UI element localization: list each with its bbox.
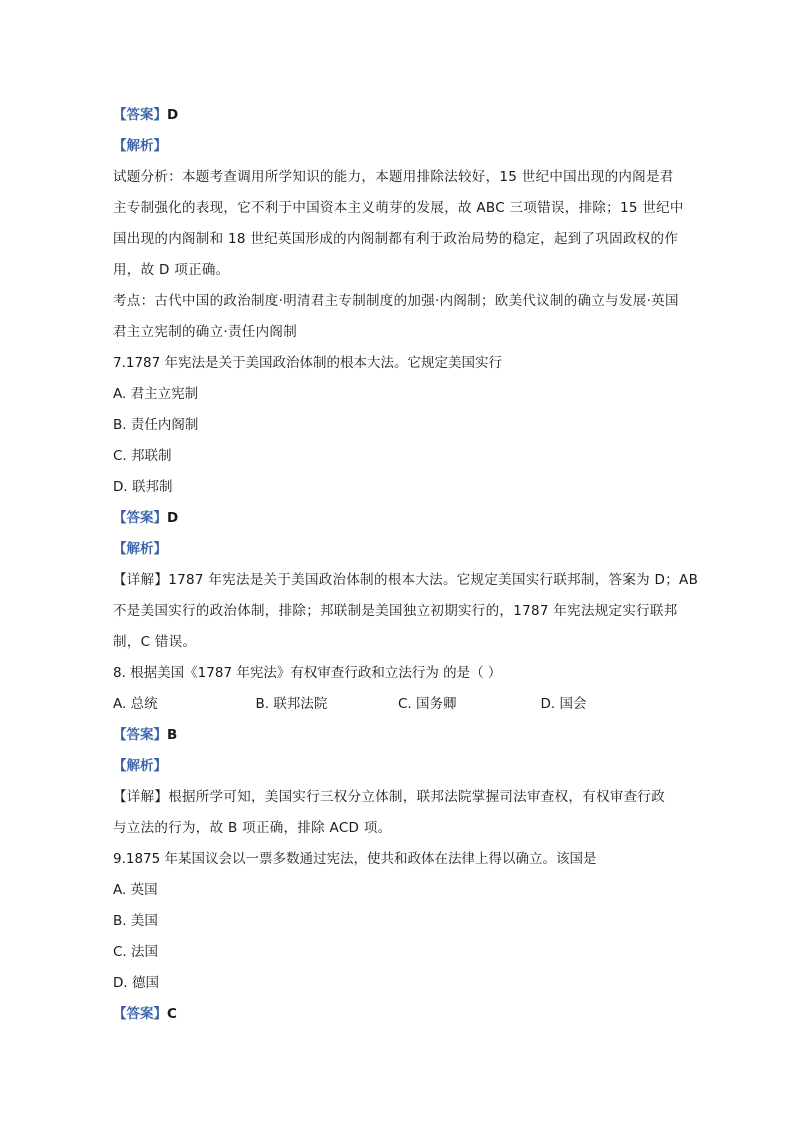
text-line: 试题分析：本题考查调用所学知识的能力，本题用排除法较好，15 世纪中国出现的内阁是君: [113, 169, 674, 185]
document-page: [113, 100, 699, 1030]
answer-value: D: [167, 107, 179, 123]
question-9: 9.1875 年某国议会以一票多数通过宪法，使共和政体在法律上得以确立。该国是: [113, 851, 597, 867]
text-line: 用，故 D 项正确。: [113, 262, 230, 278]
option-a: A. 君主立宪制: [113, 386, 199, 402]
question-7: 7.1787 年宪法是关于美国政治体制的根本大法。它规定美国实行: [113, 355, 503, 371]
answer-line: [113, 100, 683, 131]
option-d: D. 联邦制: [113, 479, 173, 495]
analysis-label: 【解析】: [113, 758, 167, 774]
detail-paragraph: [113, 565, 699, 658]
analysis-label: 【解析】: [113, 138, 167, 154]
text-line: 【详解】根据所学可知，美国实行三权分立体制，联邦法院掌握司法审查权，有权审查行政: [113, 789, 665, 805]
option-b: B. 联邦法院: [255, 696, 328, 712]
answer-line: [113, 503, 683, 534]
option-c: C. 法国: [113, 944, 159, 960]
text-line: 考点：古代中国的政治制度·明清君主专制制度的加强·内阁制；欧美代议制的确立与发展·英国: [113, 293, 679, 309]
answer-value: B: [167, 727, 178, 743]
text-line: 国出现的内阁制和 18 世纪英国形成的内阁制都有利于政治局势的稳定，起到了巩固政权的作: [113, 231, 679, 247]
text-line: 不是美国实行的政治体制，排除；邦联制是美国独立初期实行的，1787 年宪法规定实行联邦: [113, 603, 678, 619]
answer-label: 【答案】: [113, 1006, 167, 1022]
option-c: C. 国务卿: [398, 696, 457, 712]
option-c: C. 邦联制: [113, 448, 172, 464]
answer-value: D: [167, 510, 179, 526]
analysis-line: [113, 751, 683, 782]
analysis-label: 【解析】: [113, 541, 167, 557]
text-line: 制，C 错误。: [113, 634, 197, 650]
text-line: 主专制强化的表现，它不利于中国资本主义萌芽的发展，故 ABC 三项错误，排除；15 世纪中: [113, 200, 684, 216]
analysis-paragraph: [113, 162, 683, 348]
text-line: 君主立宪制的确立·责任内阁制: [113, 324, 297, 340]
option-b: B. 责任内阁制: [113, 417, 199, 433]
analysis-line: [113, 534, 683, 565]
detail-paragraph: [113, 782, 683, 844]
answer-line: [113, 720, 683, 751]
answer-label: 【答案】: [113, 107, 167, 123]
option-a: A. 英国: [113, 882, 158, 898]
question-8: 8. 根据美国《1787 年宪法》有权审查行政和立法行为 的是（ ）: [113, 665, 502, 681]
option-a: A. 总统: [113, 696, 158, 712]
answer-line: [113, 999, 683, 1030]
option-d: D. 国会: [540, 696, 587, 712]
analysis-line: [113, 131, 683, 162]
options-row: [113, 689, 683, 720]
answer-value: C: [167, 1006, 177, 1022]
text-line: 与立法的行为，故 B 项正确，排除 ACD 项。: [113, 820, 392, 836]
text-line: 【详解】1787 年宪法是关于美国政治体制的根本大法。它规定美国实行联邦制，答案为 D；AB: [113, 572, 699, 588]
answer-label: 【答案】: [113, 727, 167, 743]
option-d: D. 德国: [113, 975, 159, 991]
answer-label: 【答案】: [113, 510, 167, 526]
option-b: B. 美国: [113, 913, 158, 929]
